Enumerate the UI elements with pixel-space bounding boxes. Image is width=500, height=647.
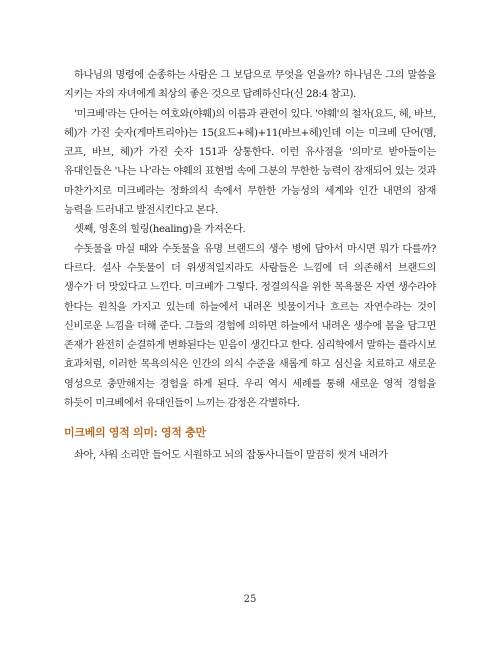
- paragraph-5: 솨아, 샤워 소리만 들어도 시원하고 뇌의 잡동사니들이 말끔히 씻겨 내려가: [74, 450, 388, 462]
- paragraph-1: 하나님의 명령에 순종하는 사람은 그 보답으로 무엇을 얻을까? 하나님은 그의 말씀을 지키는 자의 자녀에게 최상의 좋은 것으로 답례하신다(신 28:4 참고).: [64, 70, 436, 101]
- paragraph-4: 수돗물을 마실 때와 수돗물을 유명 브랜드의 생수 병에 담아서 마시면 뭐가 다를까? 다르다. 설사 수돗물이 더 위생적일지라도 사람들은 느낌에 더 의존해서 브랜드의 생수가 더 맛있다고 느낀다. 미크베가 그렇다. 정결의식을 위한 목욕물은 자연 생수라야 한다는 원칙을 가지고 있는데 하늘에서 내려온 빗물이거나 흐르는 자연수라는 것이 신비로운 느낌을 더해 준다. 그들의 경험에 의하면 하늘에서 내려온 생수에 몸을 담그면 존재가 완전히 순결하게 변화된다는 믿음이 생긴다고 한다. 심리학에서 말하는 플라시보 효과처럼, 이러한 목욕의식은 인간의 의식 수준을 새롭게 하고 심신을 치료하고 새로운 영성으로 충만해지는 경험을 하게 된다. 우리 역시 세례를 통해 새로운 영적 경험을 하듯이 미크베에서 유대인들이 느끼는 감정은 각별하다.: [64, 243, 436, 410]
- section-heading: 미크베의 영적 의미: 영적 충만: [64, 426, 206, 440]
- paragraph-2: '미크베'라는 단어는 여호와(야훼)의 이름과 관련이 있다. '야훼'의 철자(요드, 헤, 바브, 헤)가 가진 숫자(게마트리아)는 15(요드+헤)+11(바브+헤)인데 이는 미크베 단어(멤, 코프, 바브, 헤)가 가진 숫자 151과 상통한다. 이런 유사점을 '의미'로 받아들이는 유대인들은 '나는 나'라는 야훼의 표현법 속에 그분의 무한한 능력이 잠재되어 있는 것과 마찬가지로 미크베라는 정화의식 속에서 무한한 가능성의 세계와 인간 내면의 잠재 능력을 드러내고 발전시킨다고 본다.: [64, 108, 436, 217]
- paragraph-3: 셋째, 영혼의 힐링(healing)을 가져온다.: [74, 224, 246, 236]
- page-body: [64, 66, 436, 466]
- section-gap: [64, 413, 436, 423]
- page-number: 25: [243, 594, 257, 605]
